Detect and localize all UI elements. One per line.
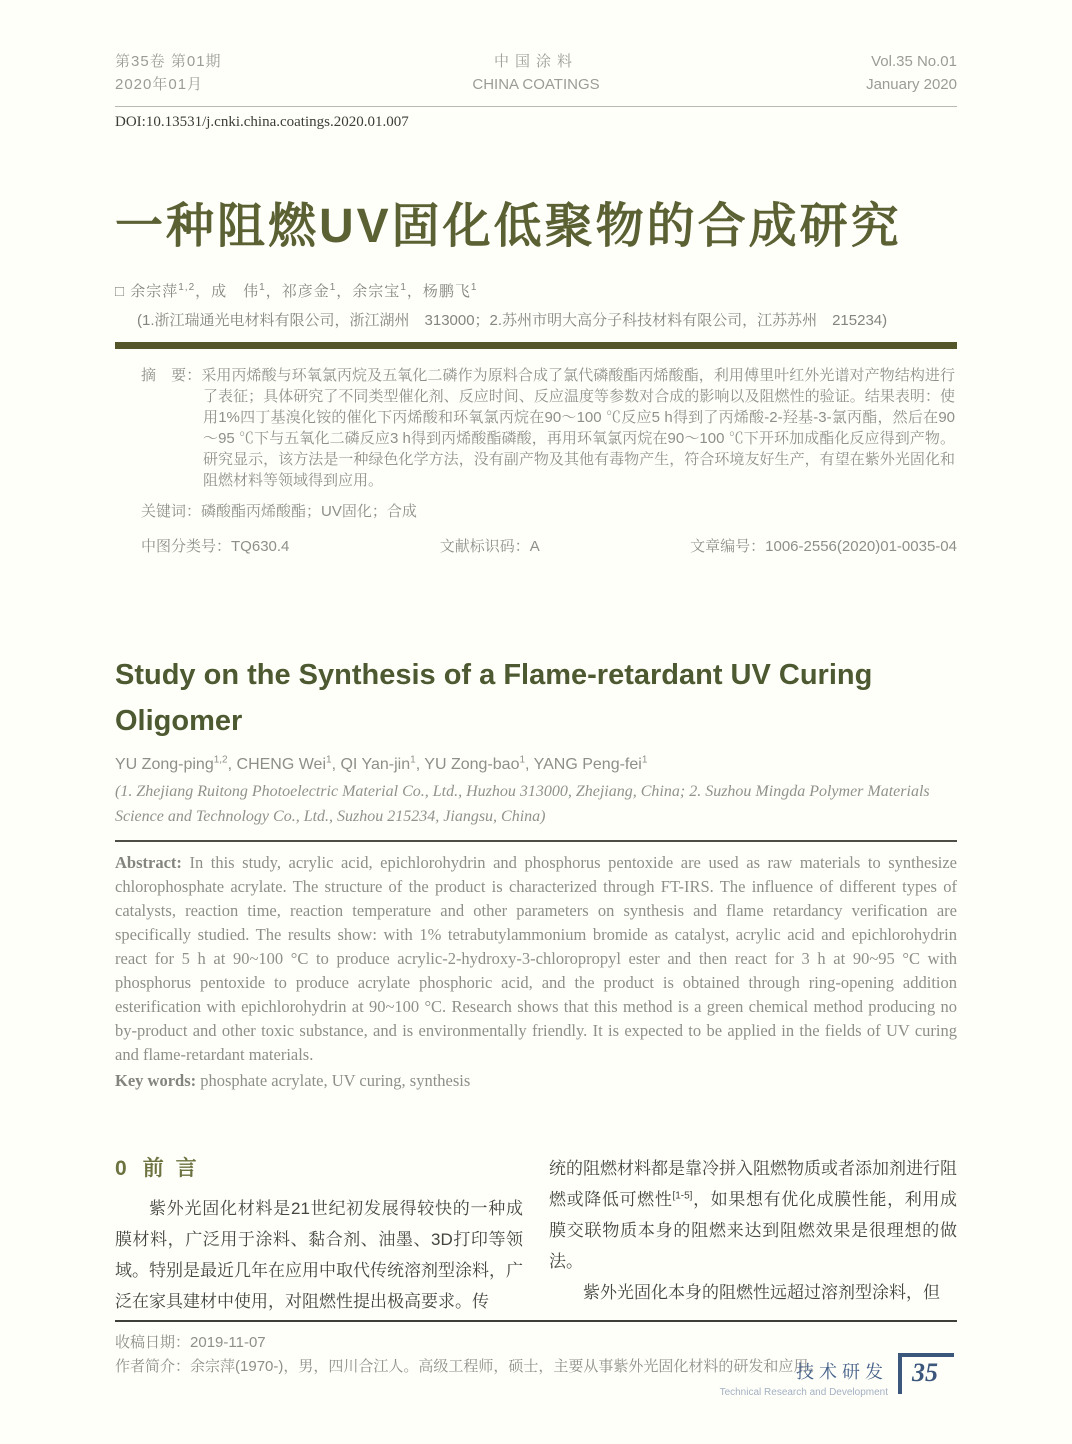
abstract-text-cn: 采用丙烯酸与环氧氯丙烷及五氧化二磷作为原料合成了氯代磷酸酯丙烯酸酯，利用傅里叶红外光谱对产物结构进行了表征；具体研究了不同类型催化剂、反应时间、反应温度等参数对合成的影响以及阻燃性的验证。结果表明：使用1%四丁基溴化铵的催化下丙烯酸和环氧氯丙烷在90～100 ℃反应5 h得到了丙烯酸-2-羟基-3-氯丙酯，然后在90～95 ℃下与五氧化二磷反应3 h得到丙烯酸酯磷酸，再用环氧氯丙烷在90～100 ℃下开环加成酯化反应得到产物。研究显示，该方法是一种绿色化学方法，没有副产物及其他有毒物产生，符合环境友好生产，有望在紫外光固化和阻燃材料等领域得到应用。 xyxy=(201,366,955,489)
bio-text: 余宗萍(1970-)，男，四川合江人。高级工程师，硕士，主要从事紫外光固化材料的研发和应用。 xyxy=(190,1357,824,1375)
article-id-item xyxy=(690,535,957,556)
affiliation-cn: (1.浙江瑞通光电材料有限公司，浙江湖州 313000；2.苏州市明大高分子科技材料有限公司，江苏苏州 215234) xyxy=(137,311,888,329)
clc-label: 中图分类号： xyxy=(141,537,232,555)
bio-label: 作者简介： xyxy=(115,1357,191,1375)
keywords-cn: 磷酸酯丙烯酸酯；UV固化；合成 xyxy=(201,502,417,520)
abstract-label-en: Abstract: xyxy=(115,852,182,872)
authors-en: YU Zong-ping$^{1,2}$, CHENG Wei$^1$, QI Yan-jin$^1$, YU Zong-bao$^1$, YANG Peng-fei$^1$ xyxy=(115,754,648,774)
footer-section xyxy=(720,1358,888,1398)
keywords-en: phosphate acrylate, UV curing, synthesis xyxy=(196,1070,471,1090)
abstract-en xyxy=(115,851,957,1067)
keywords-cn-line xyxy=(115,500,957,521)
keywords-label-en: Key words: xyxy=(115,1070,197,1090)
date-en: January 2020 xyxy=(866,76,957,94)
doc-code-label: 文献标识码： xyxy=(439,537,530,555)
footer-section-cn: 技术研发 xyxy=(796,1362,888,1382)
header-issue-cn xyxy=(115,50,315,97)
doc-code-item xyxy=(440,535,540,556)
journal-header xyxy=(115,50,957,107)
keywords-label-cn: 关键词： xyxy=(141,502,202,520)
clc-item xyxy=(141,535,289,556)
authors-cn: □ 余宗萍$^{1,2}$，成 伟$^1$，祁彦金$^1$，余宗宝$^1$，杨鹏飞$^1$ xyxy=(115,281,478,300)
article-id-value: 1006-2556(2020)01-0035-04 xyxy=(765,537,957,555)
abstract-divider-rule xyxy=(115,840,957,842)
article-title-cn: 一种阻燃UV固化低聚物的合成研究 xyxy=(115,199,902,253)
olive-divider-bar xyxy=(115,342,957,349)
received-label: 收稿日期： xyxy=(115,1333,191,1351)
affiliation-en: (1. Zhejiang Ruitong Photoelectric Material Co., Ltd., Huzhou 313000, Zhejiang, China; 2. Suzhou Mingda Polymer Materials Science and Technology Co., Ltd., Suzhou 215234, Jiangsu, China) xyxy=(115,783,930,826)
footnote-rule xyxy=(115,1320,957,1322)
body-column-right xyxy=(549,1153,957,1317)
received-date-line xyxy=(115,1331,957,1355)
volume-issue-en: Vol.35 No.01 xyxy=(871,53,957,70)
section-title: 前言 xyxy=(142,1156,209,1180)
footer-section-en: Technical Research and Development xyxy=(719,1387,888,1398)
page-number: 35 xyxy=(898,1353,954,1394)
classification-row xyxy=(115,535,957,556)
article-title-en: Study on the Synthesis of a Flame-retardant UV Curing Oligomer xyxy=(115,658,873,737)
abstract-cn-block xyxy=(115,365,957,491)
body-column-left xyxy=(115,1153,523,1317)
intro-paragraph-right-2: 紫外光固化本身的阻燃性远超过溶剂型涂料，但 xyxy=(583,1282,940,1302)
journal-name-en: CHINA COATINGS xyxy=(472,76,600,94)
abstract-text-en: In this study, acrylic acid, epichlorohydrin and phosphorus pentoxide are used as raw materials to synthesize chlorophosphate acrylate. The structure of the product is characterized through FT-IRS. The influence of different types of catalysts, reaction time, reaction temperature and other parameters on synthesis and flame retardancy verification are specifically studied. The results show: with 1% tetrabutylammonium bromide as catalyst, acrylic acid and epichlorohydrin react for 5 h at 90~100 °C to produce acrylic-2-hydroxy-3-chloropropyl ester and then react for 3 h at 90~95 °C with phosphorus pentoxide to produce acrylate phosphoric acid, and the product is obtained through ring-opening addition esterification with epichlorohydrin at 90~100 °C. Research shows that this method is a green chemical method producing no by-product and other toxic substance, and is environmentally friendly. It is expected to be applied in the fields of UV curing and flame-retardant materials. xyxy=(115,852,957,1064)
journal-name-cn: 中国涂料 xyxy=(493,53,578,70)
keywords-en-line xyxy=(115,1069,957,1093)
volume-issue-cn: 第35卷 第01期 xyxy=(115,53,222,70)
clc-value: TQ630.4 xyxy=(231,537,290,555)
journal-name xyxy=(472,50,599,97)
date-cn: 2020年01月 xyxy=(115,76,204,94)
intro-paragraph-right-1: 统的阻燃材料都是靠冷拼入阻燃物质或者添加剂进行阻燃或降低可燃性[1-5]，如果想有优化成膜性能，利用成膜交联物质本身的阻燃来达到阻燃效果是很理想的做法。 xyxy=(549,1158,958,1271)
header-issue-en xyxy=(757,50,957,97)
article-id-label: 文章编号： xyxy=(690,537,766,555)
intro-paragraph-left: 紫外光固化材料是21世纪初发展得较快的一种成膜材料，广泛用于涂料、黏合剂、油墨、3D打印等领域。特别是最近几年在应用中取代传统溶剂型涂料，广泛在家具建材中使用，对阻燃性提出极高要求。传 xyxy=(115,1198,523,1311)
received-date: 2019-11-07 xyxy=(190,1333,266,1351)
section-number: 0 xyxy=(115,1156,129,1180)
page-footer xyxy=(720,1353,954,1398)
doi-line: DOI:10.13531/j.cnki.china.coatings.2020.01.007 xyxy=(115,113,409,130)
section-heading xyxy=(115,1153,523,1184)
doc-code-value: A xyxy=(529,537,540,555)
abstract-cn xyxy=(141,365,955,491)
body-columns xyxy=(115,1153,957,1317)
abstract-label-cn: 摘 要： xyxy=(141,366,202,384)
